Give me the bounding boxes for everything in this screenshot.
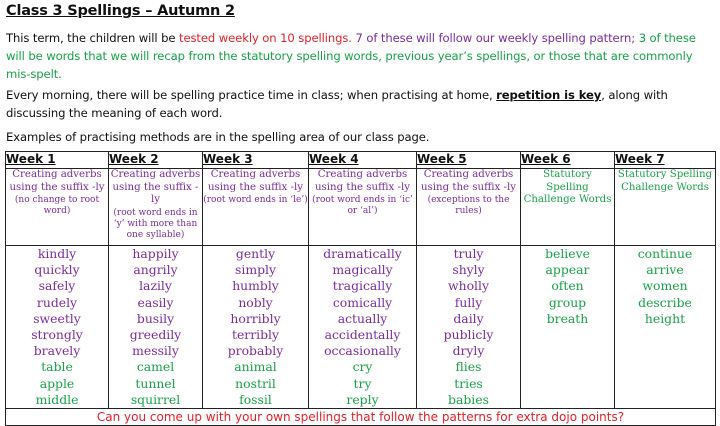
week-header: Week 1	[6, 152, 109, 169]
intro-text-a: This term, the children will be	[6, 31, 180, 45]
spelling-word: flies	[455, 359, 482, 375]
spelling-word: daily	[453, 310, 484, 326]
rule-text: Creating adverbs using the suffix -ly	[207, 169, 303, 193]
week-header: Week 4	[309, 152, 417, 169]
word-list	[521, 246, 615, 409]
intro-text-pattern: 7 of these will follow our weekly spelling pattern;	[351, 31, 636, 45]
spelling-word: often	[551, 278, 584, 294]
spelling-word: busily	[136, 310, 175, 326]
spelling-word: reply	[346, 391, 379, 407]
rule-text: Creating adverbs using the suffix -ly	[420, 169, 516, 193]
spelling-word: nostril	[235, 375, 276, 391]
spelling-word: simply	[235, 262, 276, 278]
page-title: Class 3 Spellings – Autumn 2	[6, 3, 235, 19]
spelling-word: bravely	[33, 343, 81, 359]
word-list	[309, 246, 417, 409]
spelling-word: humbly	[232, 278, 279, 294]
spelling-word: height	[644, 310, 686, 326]
week-header: Week 6	[521, 152, 615, 169]
spelling-word: lazily	[139, 278, 172, 294]
spelling-word: tunnel	[135, 375, 176, 391]
spelling-word: sweetly	[33, 310, 81, 326]
spelling-word: rudely	[36, 294, 78, 310]
spelling-word: shyly	[452, 262, 485, 278]
spelling-word: camel	[136, 359, 175, 375]
spelling-word: women	[642, 278, 688, 294]
spellings-table	[5, 151, 716, 426]
week-header: Week 5	[417, 152, 521, 169]
rule-text: Creating adverbs using the suffix -ly	[9, 169, 105, 193]
spelling-word: publicly	[443, 327, 494, 343]
spelling-word: strongly	[31, 327, 83, 343]
week-description	[309, 169, 417, 246]
spelling-word: comically	[332, 294, 393, 310]
rule-text: Creating adverbs using the suffix -ly	[110, 169, 201, 205]
spelling-word: appear	[545, 262, 590, 278]
description-row	[6, 169, 716, 246]
spelling-word: believe	[545, 246, 590, 261]
week-description	[417, 169, 521, 246]
spelling-word: easily	[137, 294, 174, 310]
spelling-word: actually	[337, 310, 388, 326]
practice-paragraph	[6, 86, 714, 122]
footer-row	[6, 409, 716, 426]
word-list	[615, 246, 716, 409]
week-description	[615, 169, 716, 246]
spelling-word: squirrel	[130, 391, 181, 407]
word-list	[109, 246, 203, 409]
rule-note: (no change to root word)	[14, 195, 100, 216]
spelling-word: apple	[39, 375, 75, 391]
spelling-word: dramatically	[323, 246, 402, 261]
rule-note: (root word ends in ‘ic’ or ‘al’)	[312, 195, 413, 216]
spelling-word: arrive	[646, 262, 684, 278]
spelling-word: wholly	[448, 278, 489, 294]
spelling-word: quickly	[34, 262, 80, 278]
practice-text-b: , along with discussing the meaning of each word.	[6, 88, 668, 120]
spelling-word: animal	[234, 359, 277, 375]
practice-key-phrase: repetition is key	[496, 88, 602, 102]
rule-text: Creating adverbs using the suffix -ly	[314, 169, 410, 193]
spelling-word: greedily	[129, 327, 182, 343]
spelling-word: safely	[38, 278, 76, 294]
intro-paragraph	[6, 29, 714, 83]
practice-text-a: Every morning, there will be spelling practice time in class; when practising at home,	[6, 88, 497, 102]
header-row	[6, 152, 716, 169]
spelling-word: angrily	[133, 262, 178, 278]
week-description	[203, 169, 309, 246]
word-list	[417, 246, 521, 409]
spelling-word: terribly	[231, 327, 279, 343]
week-header: Week 7	[615, 152, 716, 169]
spelling-word: probably	[227, 343, 284, 359]
word-list	[6, 246, 109, 409]
rule-note: (exceptions to the rules)	[427, 195, 510, 216]
word-list	[203, 246, 309, 409]
spelling-word: kindly	[37, 246, 77, 261]
spelling-word: table	[41, 359, 73, 375]
rule-text: Statutory Spelling Challenge Words	[523, 169, 612, 205]
spelling-word: breath	[546, 310, 589, 326]
examples-paragraph: Examples of practising methods are in the spelling area of our class page.	[6, 130, 430, 144]
week-description	[6, 169, 109, 246]
spelling-word: group	[548, 294, 587, 310]
week-header: Week 2	[109, 152, 203, 169]
spelling-word: try	[353, 375, 372, 391]
spelling-word: magically	[332, 262, 393, 278]
spelling-word: fully	[454, 294, 483, 310]
spelling-word: happily	[132, 246, 179, 261]
spelling-word: messily	[132, 343, 179, 359]
spelling-word: babies	[448, 391, 489, 407]
rule-note: (root word ends in ‘le’)	[203, 195, 308, 205]
spelling-word: dryly	[452, 343, 485, 359]
spelling-word: gently	[235, 246, 276, 261]
spelling-word: tragically	[332, 278, 393, 294]
week-description	[109, 169, 203, 246]
intro-text-recap: 3 of these will be words that we will recap from the statutory spelling words, previous year’s spellings, or those that are commonly mis-spelt.	[6, 31, 696, 81]
spelling-word: occasionally	[324, 343, 401, 359]
footer-note: Can you come up with your own spellings that follow the patterns for extra dojo points?	[6, 409, 716, 426]
rule-text: Statutory Spelling Challenge Words	[617, 169, 713, 193]
spelling-word: fossil	[239, 391, 272, 407]
words-row	[6, 246, 716, 409]
spelling-word: describe	[638, 294, 692, 310]
intro-text-tested: tested weekly on 10 spellings.	[179, 31, 352, 45]
week-header: Week 3	[203, 152, 309, 169]
spelling-word: horribly	[230, 310, 281, 326]
spelling-word: cry	[352, 359, 373, 375]
week-description	[521, 169, 615, 246]
spelling-word: accidentally	[324, 327, 401, 343]
spelling-word: middle	[35, 391, 79, 407]
spelling-word: truly	[453, 246, 484, 261]
spelling-word: tries	[454, 375, 483, 391]
spelling-word: nobly	[238, 294, 273, 310]
spelling-word: continue	[637, 246, 693, 261]
rule-note: (root word ends in ‘y’ with more than one syllable)	[113, 207, 198, 240]
